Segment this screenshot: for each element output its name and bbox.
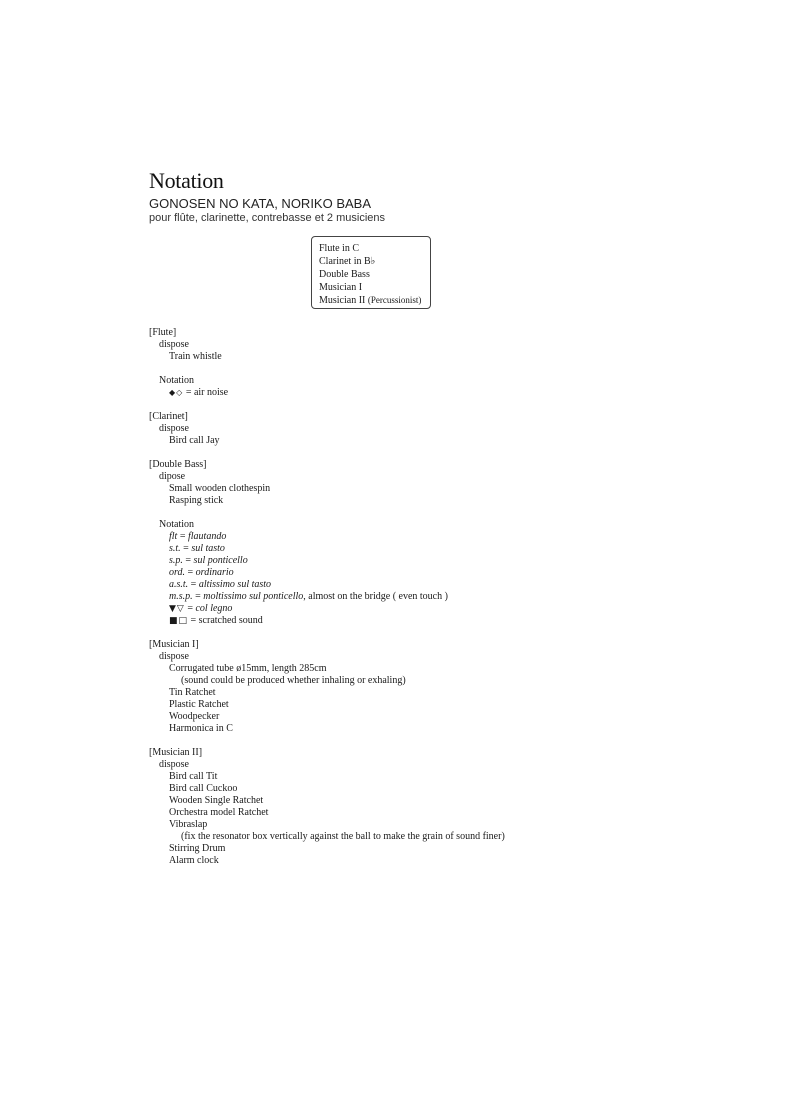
notation-row (149, 567, 769, 579)
instrument-flute: Flute in C (319, 243, 360, 254)
list-item: Train whistle (169, 351, 222, 362)
notation-eq: = (180, 543, 192, 554)
list-item: Harmonica in C (169, 723, 233, 734)
notation-term: sul ponticello (193, 555, 248, 566)
flute-notation-label: Notation (159, 375, 194, 386)
notation-row (149, 555, 769, 567)
notation-abbr: flt (169, 531, 178, 542)
notation-eq: = (185, 567, 196, 578)
notation-abbr: a.s.t. (169, 579, 189, 590)
notation-eq: = (182, 555, 194, 566)
list-item: Small wooden clothespin (169, 483, 271, 494)
list-item: Bird call Tit (169, 771, 218, 782)
list-item: Woodpecker (169, 711, 220, 722)
notation-term: ordinario (195, 567, 234, 578)
clarinet-header: [Clarinet] (149, 411, 188, 422)
list-item-note: (sound could be produced whether inhaling or exhaling) (181, 675, 406, 686)
list-item: Corrugated tube ø15mm, length 285cm (169, 663, 327, 674)
instrumentation-line: pour flûte, clarinette, contrebasse et 2 musiciens (149, 212, 386, 224)
list-item: Alarm clock (169, 855, 219, 866)
notation-term: sul tasto (191, 543, 225, 554)
diamond-symbol-icon: ◆◇ (169, 388, 184, 397)
notation-eq: = (184, 603, 196, 614)
piece-title: GONOSEN NO KATA, NORIKO BABA (149, 196, 372, 211)
musician-2-dispose-label: dispose (159, 759, 189, 770)
notation-eq: = (177, 531, 188, 542)
notation-row (149, 531, 769, 543)
notation-term: moltissimo sul ponticello (203, 591, 304, 602)
musician-2-name: Musician II (319, 295, 366, 306)
air-noise-notation (149, 387, 769, 399)
air-noise-text: = air noise (185, 387, 229, 398)
list-item: Stirring Drum (169, 843, 226, 854)
triangle-symbol-icon: ▼▽ (169, 604, 185, 614)
list-item: Orchestra model Ratchet (169, 807, 269, 818)
list-item: Bird call Jay (169, 435, 220, 446)
musician-2-header: [Musician II] (149, 747, 203, 758)
bass-notation-label: Notation (159, 519, 194, 530)
notation-extra: , almost on the bridge ( even touch ) (303, 591, 448, 602)
list-item: Rasping stick (169, 495, 224, 506)
notation-row (149, 591, 769, 603)
flute-dispose-label: dispose (159, 339, 189, 350)
list-item-note: (fix the resonator box vertically against the ball to make the grain of sound finer) (181, 831, 505, 842)
list-item: Bird call Cuckoo (169, 783, 238, 794)
notation-row (149, 543, 769, 555)
instrument-bass: Double Bass (319, 269, 370, 280)
flute-header: [Flute] (149, 327, 177, 338)
notation-abbr: s.t. (169, 543, 181, 554)
notation-eq: = (188, 579, 199, 590)
instrument-musician-2 (319, 294, 430, 307)
list-item: Plastic Ratchet (169, 699, 229, 710)
list-item: Vibraslap (169, 819, 208, 830)
notation-eq: = (192, 591, 204, 602)
notation-term: flautando (187, 531, 227, 542)
musician-2-role: (Percussionist) (367, 295, 422, 305)
col-legno-term: col legno (195, 603, 233, 614)
col-legno-notation (149, 603, 769, 615)
notation-row (149, 579, 769, 591)
scratch-text: = scratched sound (188, 615, 263, 626)
scratch-notation (149, 615, 769, 627)
musician-1-dispose-label: dispose (159, 651, 189, 662)
list-item: Wooden Single Ratchet (169, 795, 264, 806)
notation-abbr: m.s.p. (169, 591, 193, 602)
bass-dispose-label: dipose (159, 471, 186, 482)
page-title: Notation (149, 168, 224, 193)
instrument-musician-1: Musician I (319, 282, 363, 293)
clarinet-dispose-label: dispose (159, 423, 189, 434)
instrument-list-box (311, 236, 431, 309)
notation-content (149, 327, 769, 867)
notation-abbr: s.p. (169, 555, 183, 566)
square-symbol-icon: ■□ (169, 616, 189, 626)
notation-abbr: ord. (169, 567, 186, 578)
bass-header: [Double Bass] (149, 459, 207, 470)
instrument-clarinet: Clarinet in B♭ (319, 256, 376, 267)
list-item: Tin Ratchet (169, 687, 216, 698)
notation-term: altissimo sul tasto (198, 579, 272, 590)
musician-1-header: [Musician I] (149, 639, 199, 650)
